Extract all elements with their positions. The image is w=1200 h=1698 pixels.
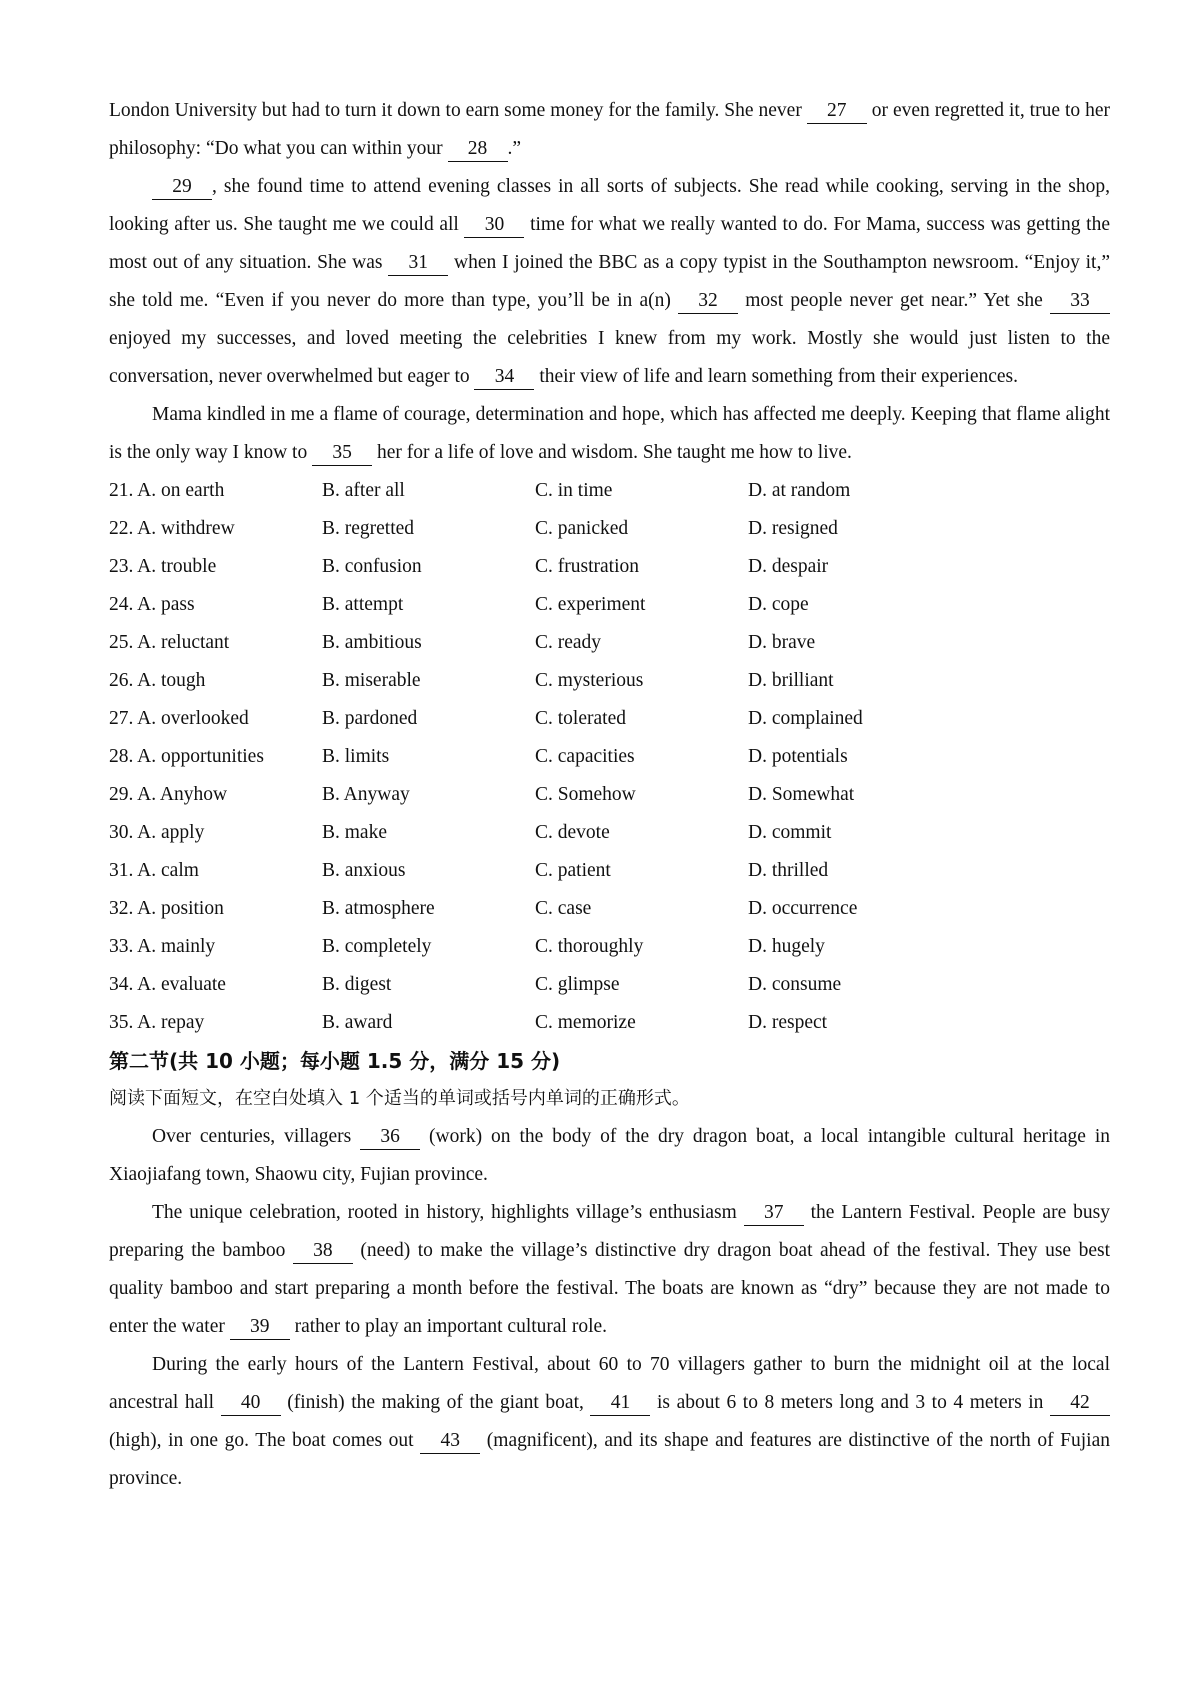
passage-text: Mama kindled in me a flame of courage, determination and hope, which has affected me deeply. Keeping that flame alight is the only way I know to bbox=[109, 404, 1110, 463]
blank-28: 28 bbox=[448, 137, 508, 162]
question-options-row bbox=[109, 890, 1110, 928]
section-title: 第二节(共 10 小题；每小题 1.5 分，满分 15 分) bbox=[109, 1049, 561, 1073]
option-c: C. capacities bbox=[535, 746, 635, 767]
option-a: 28. A. opportunities bbox=[109, 746, 264, 767]
option-c: C. devote bbox=[535, 822, 610, 843]
option-d: D. respect bbox=[748, 1012, 828, 1033]
passage-text: (finish) the making of the giant boat, bbox=[280, 1392, 591, 1413]
question-options-row bbox=[109, 700, 1110, 738]
option-b: B. attempt bbox=[322, 594, 404, 615]
option-c: C. case bbox=[535, 898, 592, 919]
passage-text: (magnificent), and its shape and features are distinctive of the north of Fujian province. bbox=[109, 1430, 1111, 1489]
blank-35: 35 bbox=[312, 441, 372, 466]
passage-paragraph-2 bbox=[109, 168, 1110, 396]
blank-27: 27 bbox=[807, 99, 867, 124]
question-options-row bbox=[109, 738, 1110, 776]
option-a: 23. A. trouble bbox=[109, 556, 217, 577]
option-b: B. ambitious bbox=[322, 632, 422, 653]
option-b: B. confusion bbox=[322, 556, 422, 577]
passage-text: is about 6 to 8 meters long and 3 to 4 meters in bbox=[650, 1392, 1050, 1413]
blank-41: 41 bbox=[590, 1391, 650, 1416]
option-b: B. regretted bbox=[322, 518, 415, 539]
question-options-row bbox=[109, 548, 1110, 586]
option-b: B. pardoned bbox=[322, 708, 418, 729]
question-options-row bbox=[109, 586, 1110, 624]
option-c: C. experiment bbox=[535, 594, 646, 615]
option-c: C. panicked bbox=[535, 518, 629, 539]
passage-text: her for a life of love and wisdom. She taught me how to live. bbox=[372, 442, 852, 463]
passage-paragraph-3 bbox=[109, 396, 1110, 472]
option-d: D. commit bbox=[748, 822, 832, 843]
passage-text: The unique celebration, rooted in history, highlights village’s enthusiasm bbox=[152, 1202, 744, 1223]
section2-paragraph-3 bbox=[109, 1346, 1110, 1498]
passage-text: the Lantern Festival. People are busy preparing the bamboo bbox=[109, 1202, 1110, 1261]
option-a: 32. A. position bbox=[109, 898, 224, 919]
option-a: 26. A. tough bbox=[109, 670, 206, 691]
option-d: D. Somewhat bbox=[748, 784, 855, 805]
option-c: C. thoroughly bbox=[535, 936, 644, 957]
option-c: C. Somehow bbox=[535, 784, 636, 805]
blank-34: 34 bbox=[474, 365, 534, 390]
option-d: D. resigned bbox=[748, 518, 838, 539]
option-a: 21. A. on earth bbox=[109, 480, 225, 501]
section-instructions: 阅读下面短文，在空白处填入 1 个适当的单词或括号内单词的正确形式。 bbox=[109, 1088, 690, 1109]
option-d: D. hugely bbox=[748, 936, 825, 957]
passage-text: London University but had to turn it down to earn some money for the family. She never bbox=[109, 100, 807, 121]
passage-text: or even regretted it, true to her philosophy: “Do what you can within your bbox=[109, 100, 1110, 159]
passage-text: when I joined the BBC as a copy typist in the Southampton newsroom. “Enjoy it,” she told me. “Even if you never do more than type, you’ll be in a(n) bbox=[109, 252, 1110, 311]
option-d: D. occurrence bbox=[748, 898, 858, 919]
option-a: 25. A. reluctant bbox=[109, 632, 230, 653]
passage-text: , she found time to attend evening classes in all sorts of subjects. She read while cooking, serving in the shop, looking after us. She taught me we could all bbox=[109, 176, 1110, 235]
option-d: D. at random bbox=[748, 480, 851, 501]
option-d: D. despair bbox=[748, 556, 829, 577]
blank-33: 33 bbox=[1050, 289, 1110, 314]
option-b: B. make bbox=[322, 822, 387, 843]
option-a: 27. A. overlooked bbox=[109, 708, 249, 729]
blank-43: 43 bbox=[420, 1429, 480, 1454]
blank-29: 29 bbox=[152, 175, 212, 200]
passage-text: time for what we really wanted to do. For Mama, success was getting the most out of any situation. She was bbox=[109, 214, 1110, 273]
option-d: D. cope bbox=[748, 594, 809, 615]
option-c: C. memorize bbox=[535, 1012, 636, 1033]
blank-38: 38 bbox=[293, 1239, 353, 1264]
option-a: 31. A. calm bbox=[109, 860, 199, 881]
option-d: D. consume bbox=[748, 974, 842, 995]
option-d: D. thrilled bbox=[748, 860, 829, 881]
blank-37: 37 bbox=[744, 1201, 804, 1226]
passage-paragraph-1 bbox=[109, 92, 1110, 168]
option-a: 24. A. pass bbox=[109, 594, 195, 615]
option-c: C. frustration bbox=[535, 556, 639, 577]
passage-text: Over centuries, villagers bbox=[152, 1126, 361, 1147]
question-options-row bbox=[109, 852, 1110, 890]
question-options-row bbox=[109, 966, 1110, 1004]
option-a: 34. A. evaluate bbox=[109, 974, 226, 995]
option-a: 33. A. mainly bbox=[109, 936, 216, 957]
option-c: C. glimpse bbox=[535, 974, 620, 995]
blank-32: 32 bbox=[678, 289, 738, 314]
option-c: C. mysterious bbox=[535, 670, 644, 691]
section2-paragraph-2 bbox=[109, 1194, 1110, 1346]
passage-text: (need) to make the village’s distinctive dry dragon boat ahead of the festival. They use best quality bamboo and start preparing a month before the festival. The boats are known as “dry” because they are not made to enter the water bbox=[109, 1240, 1110, 1337]
option-b: B. miserable bbox=[322, 670, 421, 691]
question-options-row bbox=[109, 472, 1110, 510]
passage-text: .” bbox=[507, 138, 522, 159]
passage-text: (work) on the body of the dry dragon boat, a local intangible cultural heritage in Xiaojiafang town, Shaowu city, Fujian province. bbox=[109, 1126, 1110, 1185]
option-b: B. completely bbox=[322, 936, 432, 957]
option-c: C. in time bbox=[535, 480, 613, 501]
option-b: B. award bbox=[322, 1012, 393, 1033]
question-options-row bbox=[109, 510, 1110, 548]
answer-options bbox=[109, 472, 1110, 1042]
option-a: 30. A. apply bbox=[109, 822, 205, 843]
option-b: B. Anyway bbox=[322, 784, 410, 805]
option-d: D. potentials bbox=[748, 746, 848, 767]
option-c: C. tolerated bbox=[535, 708, 626, 729]
question-options-row bbox=[109, 662, 1110, 700]
option-b: B. atmosphere bbox=[322, 898, 435, 919]
option-a: 22. A. withdrew bbox=[109, 518, 235, 539]
blank-30: 30 bbox=[464, 213, 524, 238]
option-d: D. brave bbox=[748, 632, 816, 653]
option-d: D. complained bbox=[748, 708, 863, 729]
option-b: B. limits bbox=[322, 746, 390, 767]
passage-text: enjoyed my successes, and loved meeting the celebrities I knew from my work. Mostly she would just listen to the conversation, never overwhelmed but eager to bbox=[109, 328, 1110, 387]
option-b: B. anxious bbox=[322, 860, 406, 881]
option-c: C. ready bbox=[535, 632, 602, 653]
passage-text: During the early hours of the Lantern Festival, about 60 to 70 villagers gather to burn the midnight oil at the local ancestral hall bbox=[109, 1354, 1110, 1413]
blank-36: 36 bbox=[360, 1125, 420, 1150]
blank-31: 31 bbox=[388, 251, 448, 276]
blank-39: 39 bbox=[230, 1315, 290, 1340]
section2-paragraph-1 bbox=[109, 1118, 1110, 1194]
option-b: B. after all bbox=[322, 480, 405, 501]
passage-text: rather to play an important cultural role. bbox=[289, 1316, 608, 1337]
option-d: D. brilliant bbox=[748, 670, 834, 691]
passage-text: their view of life and learn something from their experiences. bbox=[534, 366, 1019, 387]
passage-text: most people never get near.” Yet she bbox=[738, 290, 1050, 311]
question-options-row bbox=[109, 1004, 1110, 1042]
blank-40: 40 bbox=[221, 1391, 281, 1416]
blank-42: 42 bbox=[1050, 1391, 1110, 1416]
option-c: C. patient bbox=[535, 860, 611, 881]
passage-text: (high), in one go. The boat comes out bbox=[109, 1430, 421, 1451]
option-a: 29. A. Anyhow bbox=[109, 784, 228, 805]
question-options-row bbox=[109, 928, 1110, 966]
question-options-row bbox=[109, 776, 1110, 814]
option-a: 35. A. repay bbox=[109, 1012, 205, 1033]
option-b: B. digest bbox=[322, 974, 392, 995]
question-options-row bbox=[109, 624, 1110, 662]
question-options-row bbox=[109, 814, 1110, 852]
